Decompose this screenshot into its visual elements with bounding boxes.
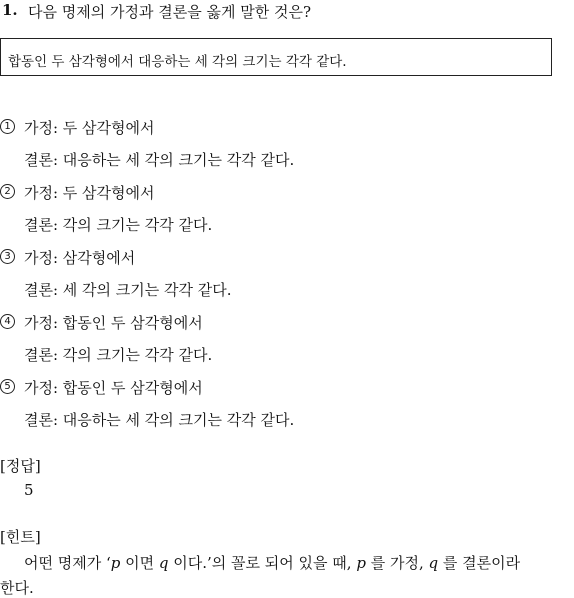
hint-line-1 (24, 552, 520, 573)
hint-text-d: 를 가정, (365, 554, 429, 572)
hint-p-2: p (356, 554, 366, 572)
option-4-hypothesis: 가정: 합동인 두 삼각형에서 (24, 314, 203, 332)
hint-q-1: q (158, 554, 169, 572)
question-number: 1. (2, 1, 18, 19)
hint-text-b: 이면 (120, 554, 159, 572)
option-2-conclusion: 결론: 각의 크기는 각각 같다. (24, 216, 213, 234)
hint-p-1: p (110, 554, 121, 572)
option-3-hypothesis: 가정: 삼각형에서 (24, 249, 136, 267)
option-1-hypothesis: 가정: 두 삼각형에서 (24, 119, 155, 137)
option-2-marker: 2 (0, 184, 15, 199)
option-4-conclusion: 결론: 각의 크기는 각각 같다. (24, 346, 213, 364)
option-3-marker: 3 (0, 249, 15, 264)
hint-text-a: 어떤 명제가 ‘ (24, 554, 111, 572)
statement-text: 합동인 두 삼각형에서 대응하는 세 각의 크기는 각각 같다. (8, 54, 347, 70)
option-5-marker: 5 (0, 379, 15, 394)
statement-box (0, 38, 552, 76)
question-text: 다음 명제의 가정과 결론을 옳게 말한 것은? (28, 3, 311, 21)
option-4-marker: 4 (0, 314, 15, 329)
hint-text-c: 이다.’의 꼴로 되어 있을 때, (168, 554, 357, 572)
hint-label: [힌트] (0, 528, 41, 546)
option-5-hypothesis: 가정: 합동인 두 삼각형에서 (24, 379, 203, 397)
option-1-marker: 1 (0, 119, 15, 134)
option-2-hypothesis: 가정: 두 삼각형에서 (24, 184, 155, 202)
hint-q-2: q (428, 554, 439, 572)
option-5-conclusion: 결론: 대응하는 세 각의 크기는 각각 같다. (24, 411, 295, 429)
answer-value: 5 (24, 481, 34, 499)
answer-label: [정답] (0, 457, 41, 475)
option-1-conclusion: 결론: 대응하는 세 각의 크기는 각각 같다. (24, 151, 295, 169)
hint-line-2: 한다. (0, 579, 34, 597)
option-3-conclusion: 결론: 세 각의 크기는 각각 같다. (24, 281, 232, 299)
hint-text-e: 를 결론이라 (438, 554, 521, 572)
